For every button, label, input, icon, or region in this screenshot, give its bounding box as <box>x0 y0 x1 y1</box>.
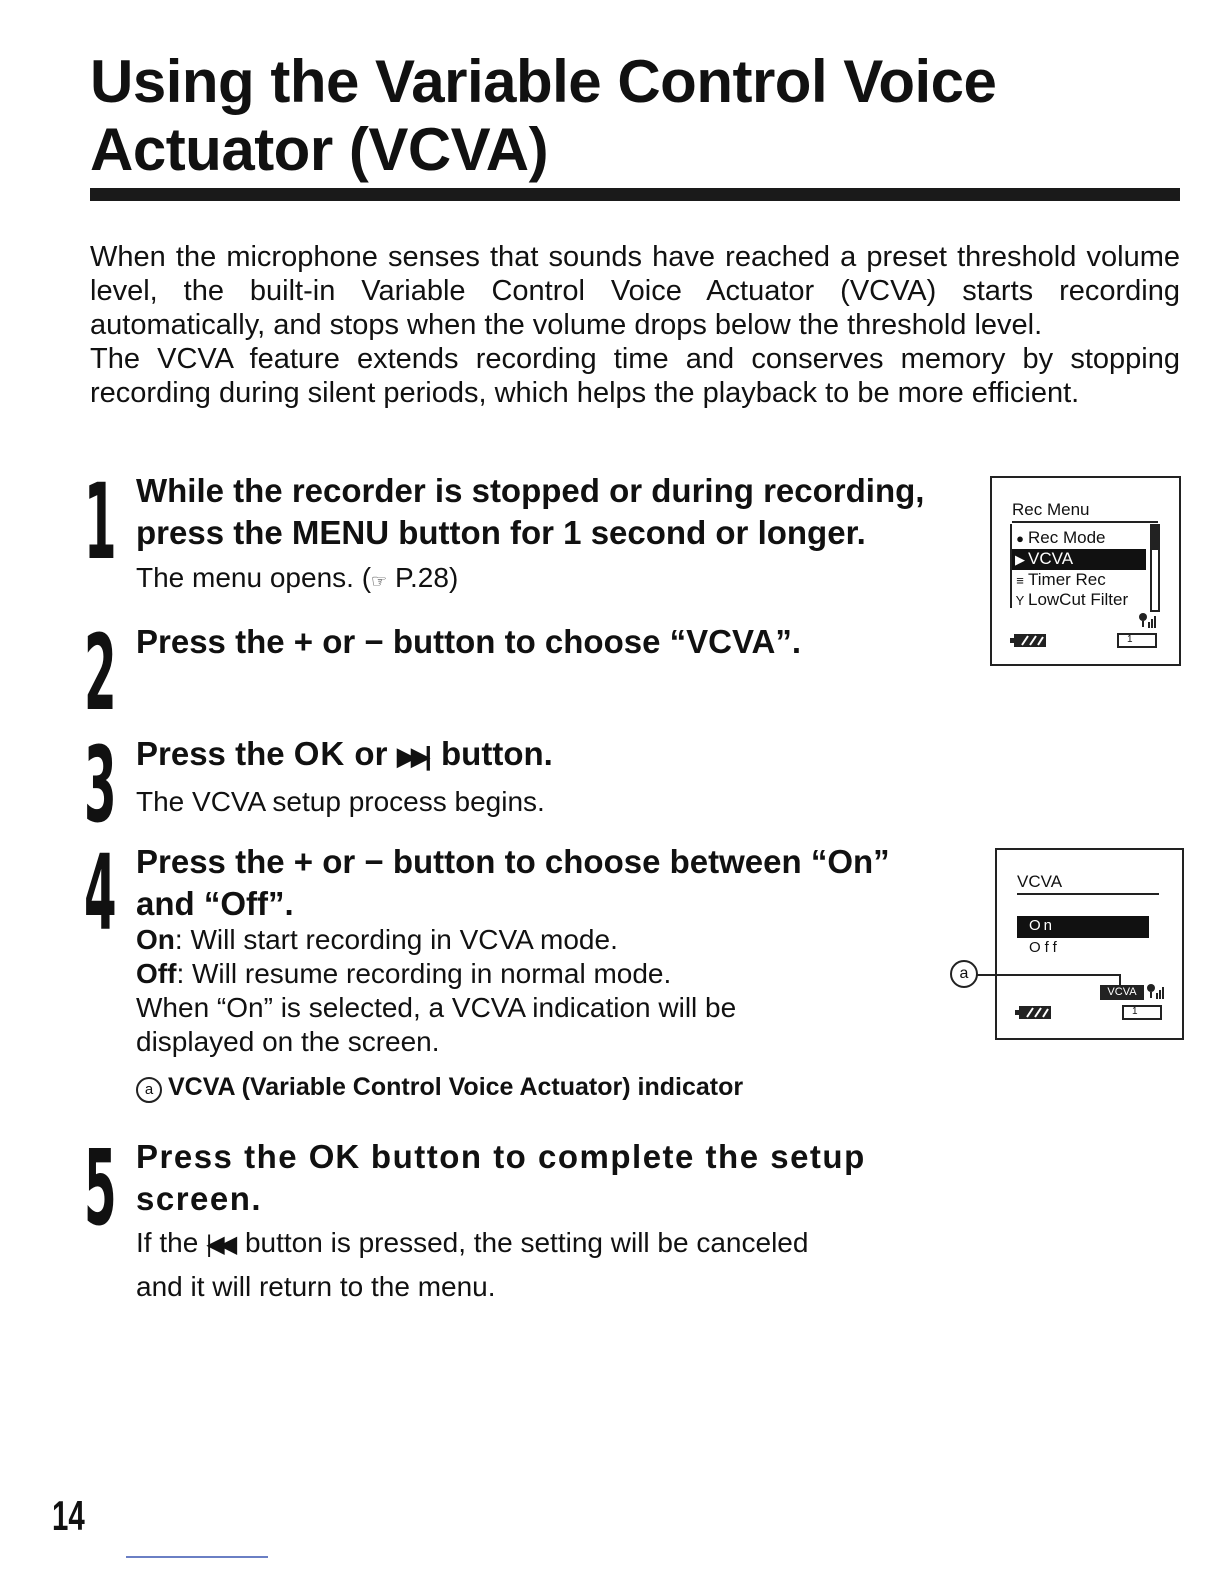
ok-button-label: OK <box>308 1138 361 1175</box>
callout-a-marker-inline: a <box>136 1077 162 1103</box>
step-4-head-post: button to choose between “On” <box>383 843 890 880</box>
step-5-body <box>136 1222 808 1308</box>
reference-icon: ☞ <box>371 571 388 591</box>
step-1-heading-line-2 <box>136 512 924 554</box>
minus-button-icon: − <box>364 623 384 660</box>
step-5-body-line-2: and it will return to the menu. <box>136 1271 496 1302</box>
menu-item-rec-mode <box>1012 528 1105 549</box>
microphone-level-icon <box>1145 983 1167 1001</box>
step-5-head-post: button to complete the setup <box>360 1138 866 1175</box>
battery-icon <box>1010 632 1050 650</box>
on-label: On <box>136 924 175 955</box>
option-on: On <box>1017 916 1149 938</box>
step-4-body-line-3: When “On” is selected, a VCVA indication will be <box>136 992 737 1023</box>
memory-card-icon: 1 <box>1117 633 1157 648</box>
step-1-head-post: button for 1 second or longer. <box>389 514 866 551</box>
menu-item-timer-rec <box>1012 570 1106 591</box>
step-5-body-post: button is pressed, the setting will be canceled <box>237 1227 809 1258</box>
fast-forward-icon: ▶▶| <box>396 741 426 771</box>
step-3-head-post: button. <box>431 735 553 772</box>
ok-button-label: OK <box>293 735 346 772</box>
title-line-1: Using the Variable Control Voice <box>90 48 997 115</box>
step-5-heading <box>136 1136 866 1220</box>
battery-icon <box>1015 1004 1055 1022</box>
rec-menu-title: Rec Menu <box>1012 500 1158 523</box>
step-4-body-line-4: displayed on the screen. <box>136 1026 440 1057</box>
step-1-heading <box>136 470 924 554</box>
step-2-number: 2 <box>84 612 117 734</box>
step-2-heading <box>136 621 801 663</box>
off-label: Off <box>136 958 177 989</box>
indicator-note <box>136 1072 743 1103</box>
step-1-heading-line-1: While the recorder is stopped or during recording, <box>136 472 925 509</box>
menu-button-label: MENU <box>291 514 390 551</box>
step-2-head-pre: Press the <box>136 623 294 660</box>
vcva-setup-screen <box>995 848 1184 1040</box>
menu-item-label: LowCut Filter <box>1028 590 1129 609</box>
step-2-head-post: button to choose “VCVA”. <box>383 623 802 660</box>
menu-item-label: Rec Mode <box>1028 528 1106 547</box>
page-number: 14 <box>52 1492 85 1539</box>
step-1-body-post: P.28) <box>387 562 459 593</box>
title-line-2: Actuator (VCVA) <box>90 116 549 183</box>
step-5-heading-line-2: screen. <box>136 1180 263 1217</box>
step-4-head-pre: Press the <box>136 843 294 880</box>
rewind-icon: |◀◀ <box>206 1231 232 1258</box>
callout-line <box>971 974 1121 976</box>
play-arrow-icon: ▶ <box>1015 552 1025 567</box>
on-text: : Will start recording in VCVA mode. <box>174 924 618 955</box>
timer-list-icon: ≡ <box>1016 573 1024 588</box>
plus-button-icon: + <box>293 843 314 880</box>
intro-text <box>90 240 1180 410</box>
menu-item-lowcut-filter <box>1012 590 1128 611</box>
step-4-body <box>136 923 736 1059</box>
step-3-head-mid: or <box>345 735 397 772</box>
callout-a-marker: a <box>950 960 978 988</box>
step-5-body-line-1 <box>136 1222 808 1266</box>
off-text: : Will resume recording in normal mode. <box>176 958 672 989</box>
step-3-heading <box>136 733 553 777</box>
footer-rule <box>126 1556 268 1558</box>
step-3-number: 3 <box>84 724 117 846</box>
menu-item-label: VCVA <box>1028 549 1074 568</box>
scrollbar-track <box>1150 524 1160 612</box>
step-4-heading <box>136 841 890 925</box>
menu-item-label: Timer Rec <box>1028 570 1106 589</box>
minus-button-icon: − <box>364 843 384 880</box>
step-1-body-pre: The menu opens. ( <box>136 562 372 593</box>
step-1-body <box>136 561 458 598</box>
microphone-level-icon <box>1137 612 1157 630</box>
vcva-indicator-badge: VCVA <box>1100 985 1144 1000</box>
title-rule <box>90 188 1180 201</box>
on-description <box>136 923 736 957</box>
menu-item-vcva <box>1012 549 1146 570</box>
indicator-note-text: VCVA (Variable Control Voice Actuator) indicator <box>168 1073 744 1101</box>
step-3-head-pre: Press the <box>136 735 294 772</box>
step-4-heading-line-1 <box>136 841 890 883</box>
rec-menu-screen <box>990 476 1181 666</box>
step-3-body: The VCVA setup process begins. <box>136 786 545 817</box>
step-2-head-mid: or <box>313 623 365 660</box>
off-description <box>136 957 736 991</box>
vcva-screen-title: VCVA <box>1017 872 1159 895</box>
filter-icon: Y <box>1015 593 1025 608</box>
step-5-number: 5 <box>84 1127 117 1249</box>
step-1-head-pre: press the <box>136 514 292 551</box>
step-5-heading-line-1 <box>136 1136 866 1178</box>
record-dot-icon: ● <box>1016 531 1024 546</box>
step-5-head-pre: Press the <box>136 1138 309 1175</box>
step-1-number: 1 <box>84 461 117 583</box>
step-4-heading-line-2: and “Off”. <box>136 885 294 922</box>
intro-paragraph-1: When the microphone senses that sounds have reached a preset threshold volume level, the built-in Variable Control Voice Actuator (VCVA) starts recording automatically, and stops when the volume drops below the threshold level. <box>90 241 1180 341</box>
step-4-number: 4 <box>84 832 117 954</box>
step-5-body-pre: If the <box>136 1227 207 1258</box>
page-title <box>90 48 1090 184</box>
intro-paragraph-2: The VCVA feature extends recording time and conserves memory by stopping recording during silent periods, which helps the playback to be more efficient. <box>90 343 1180 409</box>
scrollbar-thumb <box>1152 526 1158 550</box>
step-4-head-mid: or <box>313 843 365 880</box>
option-off: Off <box>1029 939 1061 956</box>
memory-card-icon: 1 <box>1122 1005 1162 1020</box>
plus-button-icon: + <box>293 623 314 660</box>
